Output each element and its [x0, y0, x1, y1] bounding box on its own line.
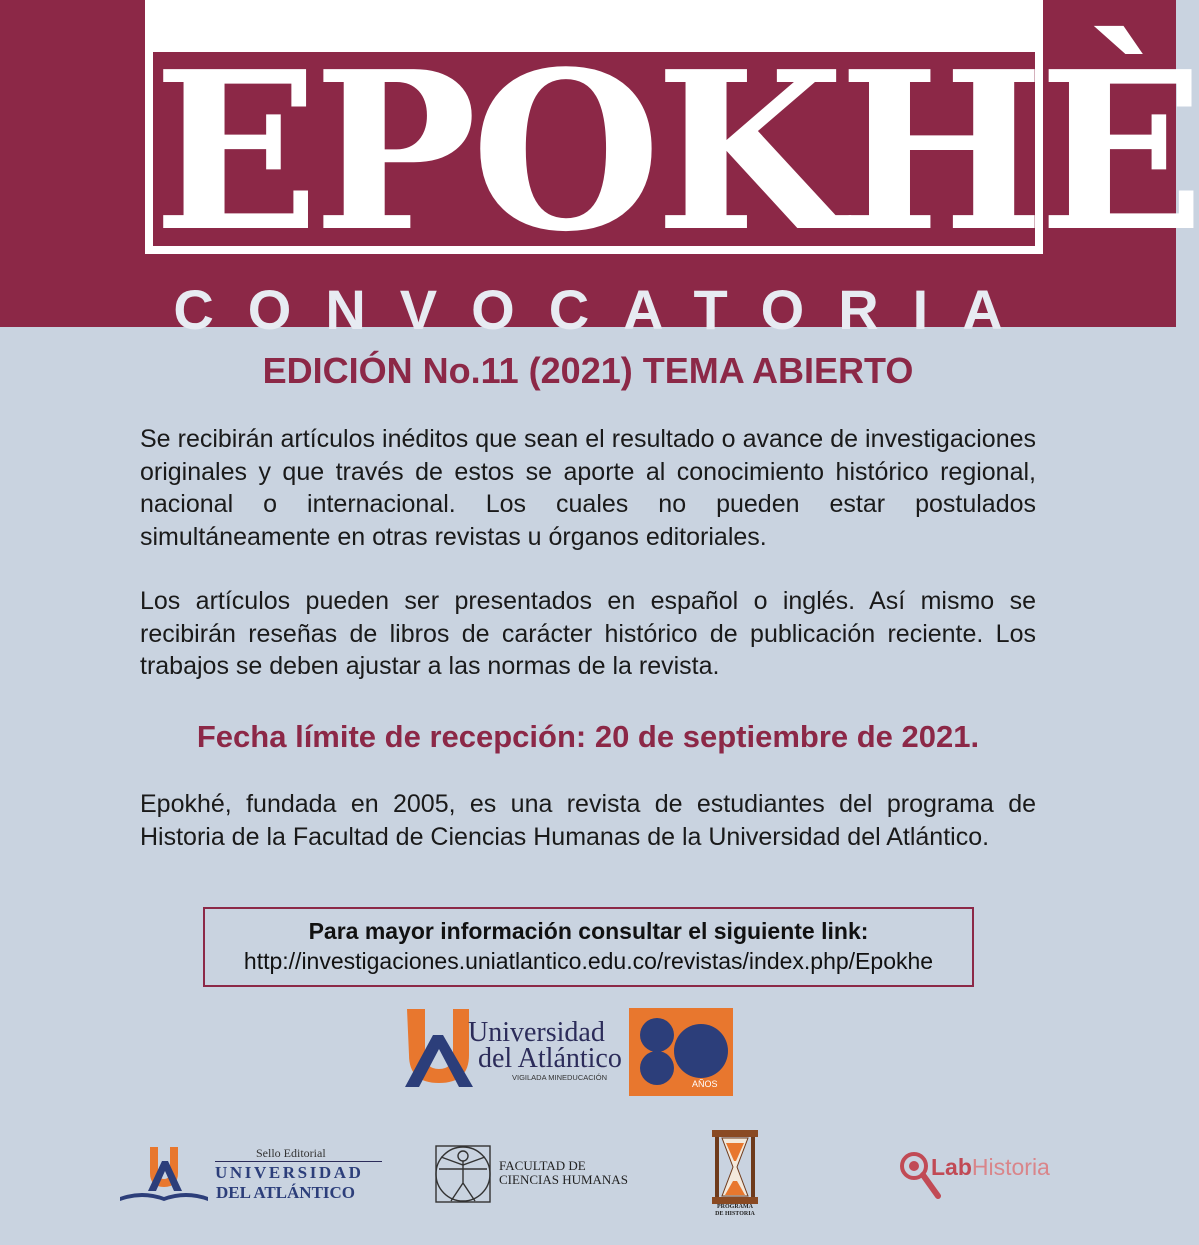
journal-description: Epokhé, fundada en 2005, es una revista de estudiantes del programa de Historia de la Facultad de Ciencias Humanas de la Universidad del Atlántico. [140, 790, 1036, 851]
university-name-line1: Universidad [468, 1017, 605, 1048]
hourglass-icon [710, 1129, 760, 1205]
faculty-line1: FACULTAD DE [499, 1158, 586, 1173]
vitruvian-man-icon [433, 1143, 493, 1205]
masthead-frame [153, 24, 1199, 280]
history-program-line2: DE HISTORIA [715, 1211, 755, 1217]
university-name-line2: del Atlántico [478, 1043, 622, 1074]
sello-del-atlantico: DEL ATLÁNTICO [216, 1183, 356, 1202]
edition-title: EDICIÓN No.11 (2021) TEMA ABIERTO [262, 350, 914, 391]
info-link[interactable]: http://investigaciones.uniatlantico.edu.co/revistas/index.php/Epokhe [243, 948, 934, 974]
lab-historia-logo [931, 1152, 1050, 1182]
masthead-title: EPOKHÈ [153, 24, 1199, 280]
deadline: Fecha límite de recepción: 20 de septiembre de 2021. [196, 719, 980, 754]
university-name [468, 1017, 628, 1074]
historia-word: Historia [971, 1154, 1050, 1180]
book-icon [118, 1145, 210, 1205]
university-tagline: VIGILADA MINEDUCACIÓN [512, 1073, 608, 1082]
sello-divider [215, 1161, 382, 1162]
call-paragraph-2: Los artículos pueden ser presentados en español o inglés. Así mismo se recibirán reseñas de libros de carácter histórico de publicación reciente. Los trabajos se deben ajustar a las normas de la revista. [140, 587, 1036, 680]
call-banner: CONVOCATORIA [173, 278, 1037, 341]
history-program-line1: PROGRAMA [717, 1204, 753, 1210]
sello-university: UNIVERSIDAD [215, 1163, 364, 1182]
info-title: Para mayor información consultar el siguiente link: [308, 918, 869, 944]
lab-word: Lab [931, 1154, 972, 1180]
faculty-line2: CIENCIAS HUMANAS [499, 1172, 628, 1187]
anniversary-label: AÑOS [692, 1079, 718, 1089]
faculty-name [499, 1159, 628, 1187]
info-box [203, 907, 974, 987]
ua-monogram-icon [405, 1009, 473, 1087]
call-paragraph-1: Se recibirán artículos inéditos que sean el resultado o avance de investigaciones originales y que través de estos se aporte al conocimiento histórico regional, nacional o internacional. Los cuales no pueden estar postulados simultáneamente en otras revistas u órganos editoriales. [140, 425, 1036, 551]
journal-masthead [145, 0, 1199, 280]
sello-label: Sello Editorial [256, 1146, 326, 1160]
history-program-label [705, 1204, 765, 1218]
